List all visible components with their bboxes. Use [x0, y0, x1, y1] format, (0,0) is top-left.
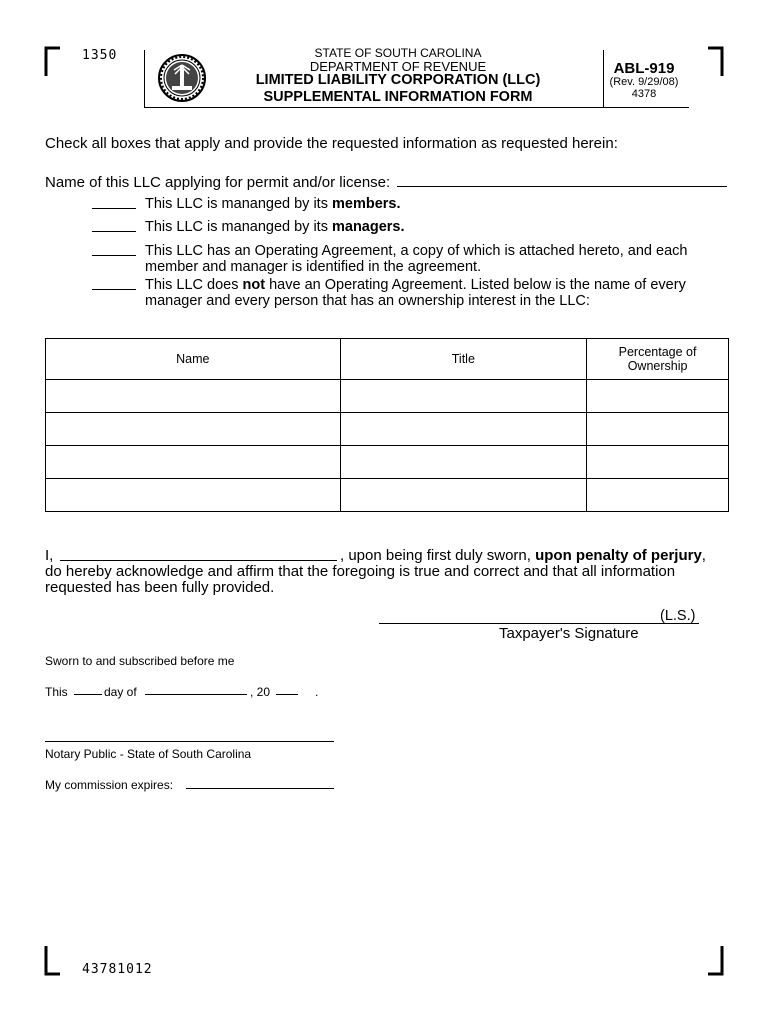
corner-mark-bottom-left — [44, 946, 60, 976]
llc-name-field[interactable] — [397, 186, 727, 187]
affirmation-line3: requested has been fully provided. — [45, 579, 275, 596]
form-number: ABL-919 — [613, 60, 675, 77]
name-cell[interactable] — [46, 380, 341, 413]
form-code-bottom: 43781012 — [82, 962, 153, 977]
month-field[interactable] — [145, 694, 247, 695]
option-managers-checkline[interactable] — [92, 231, 136, 232]
percentage-cell[interactable] — [587, 413, 729, 446]
header-bottom-rule — [144, 107, 689, 108]
ownership-table — [45, 338, 729, 512]
table-row — [46, 380, 729, 413]
option-members-text: This LLC is mananged by its — [145, 196, 332, 212]
percentage-cell[interactable] — [587, 479, 729, 512]
instructions-text: Check all boxes that apply and provide the requested information as requested herein: — [45, 135, 618, 152]
title-cell[interactable] — [340, 446, 587, 479]
form-id: 4378 — [631, 88, 657, 100]
this-label: This — [45, 685, 68, 699]
title-cell[interactable] — [340, 380, 587, 413]
sworn-text: Sworn to and subscribed before me — [45, 654, 235, 668]
name-cell[interactable] — [46, 479, 341, 512]
option-members-checkline[interactable] — [92, 208, 136, 209]
col-header-title: Title — [340, 339, 587, 380]
form-code-top: 1350 — [82, 48, 118, 63]
signature-label: Taxpayer's Signature — [499, 625, 639, 642]
corner-mark-bottom-right — [708, 946, 724, 976]
name-cell[interactable] — [46, 413, 341, 446]
percentage-cell[interactable] — [587, 446, 729, 479]
col-header-percentage-line2: Ownership — [627, 359, 688, 373]
year-field[interactable] — [276, 694, 298, 695]
corner-mark-top-right — [708, 46, 724, 76]
table-header-row — [46, 339, 729, 380]
title-cell[interactable] — [340, 413, 587, 446]
table-row — [46, 479, 729, 512]
commission-label: My commission expires: — [45, 778, 174, 792]
day-field[interactable] — [74, 694, 102, 695]
table-row — [46, 446, 729, 479]
state-seal-icon — [157, 53, 207, 103]
date-period: . — [315, 685, 319, 699]
affirmation-perjury: upon penalty of perjury — [535, 547, 702, 564]
col-header-percentage-line1: Percentage of — [618, 345, 697, 359]
affiant-name-field[interactable] — [60, 560, 337, 561]
year-prefix-label: , 20 — [250, 685, 271, 699]
affirmation-middle: , upon being first duly sworn, — [340, 547, 536, 564]
day-of-label: day of — [104, 685, 137, 699]
option-no-agreement-bold: not — [242, 277, 266, 293]
option-no-agreement-text-rest: have an Operating Agreement. Listed below is the name of every manager and every person that has an ownership interest in the LLC: — [145, 277, 686, 309]
option-managers-text: This LLC is mananged by its — [145, 219, 332, 235]
option-agreement-text: This LLC has an Operating Agreement, a copy of which is attached hereto, and each member and manager is identified in the agreement. — [145, 243, 688, 275]
percentage-cell[interactable] — [587, 380, 729, 413]
title-cell[interactable] — [340, 479, 587, 512]
col-header-name: Name — [46, 339, 341, 380]
affirmation-suffix: , — [701, 547, 706, 564]
state-line: STATE OF SOUTH CAROLINA — [314, 46, 482, 60]
signature-line[interactable] — [379, 623, 699, 624]
col-header-percentage — [587, 339, 729, 380]
corner-mark-top-left — [44, 46, 60, 76]
name-cell[interactable] — [46, 446, 341, 479]
affirmation-prefix: I, — [45, 547, 54, 564]
header-divider-left — [144, 50, 145, 108]
option-managers-bold: managers. — [331, 219, 405, 235]
option-no-agreement-text: This LLC does — [145, 277, 243, 293]
option-members-bold: members. — [331, 196, 401, 212]
commission-expires-field[interactable] — [186, 788, 334, 789]
affirmation-line1 — [340, 547, 706, 564]
option-no-agreement-checkline[interactable] — [92, 289, 136, 290]
department-line: DEPARTMENT OF REVENUE — [309, 59, 487, 74]
table-row — [46, 413, 729, 446]
notary-label: Notary Public - State of South Carolina — [45, 747, 252, 761]
form-title-line1: LIMITED LIABILITY CORPORATION (LLC) — [255, 72, 541, 88]
llc-name-label: Name of this LLC applying for permit and/or license: — [45, 174, 391, 191]
option-agreement-checkline[interactable] — [92, 255, 136, 256]
form-title-line2: SUPPLEMENTAL INFORMATION FORM — [263, 89, 533, 105]
affirmation-line2: do hereby acknowledge and affirm that the foregoing is true and correct and that all information — [45, 563, 676, 580]
ls-mark: (L.S.) — [660, 608, 696, 624]
revision-date: (Rev. 9/29/08) — [609, 76, 679, 88]
notary-signature-line[interactable] — [45, 741, 334, 742]
